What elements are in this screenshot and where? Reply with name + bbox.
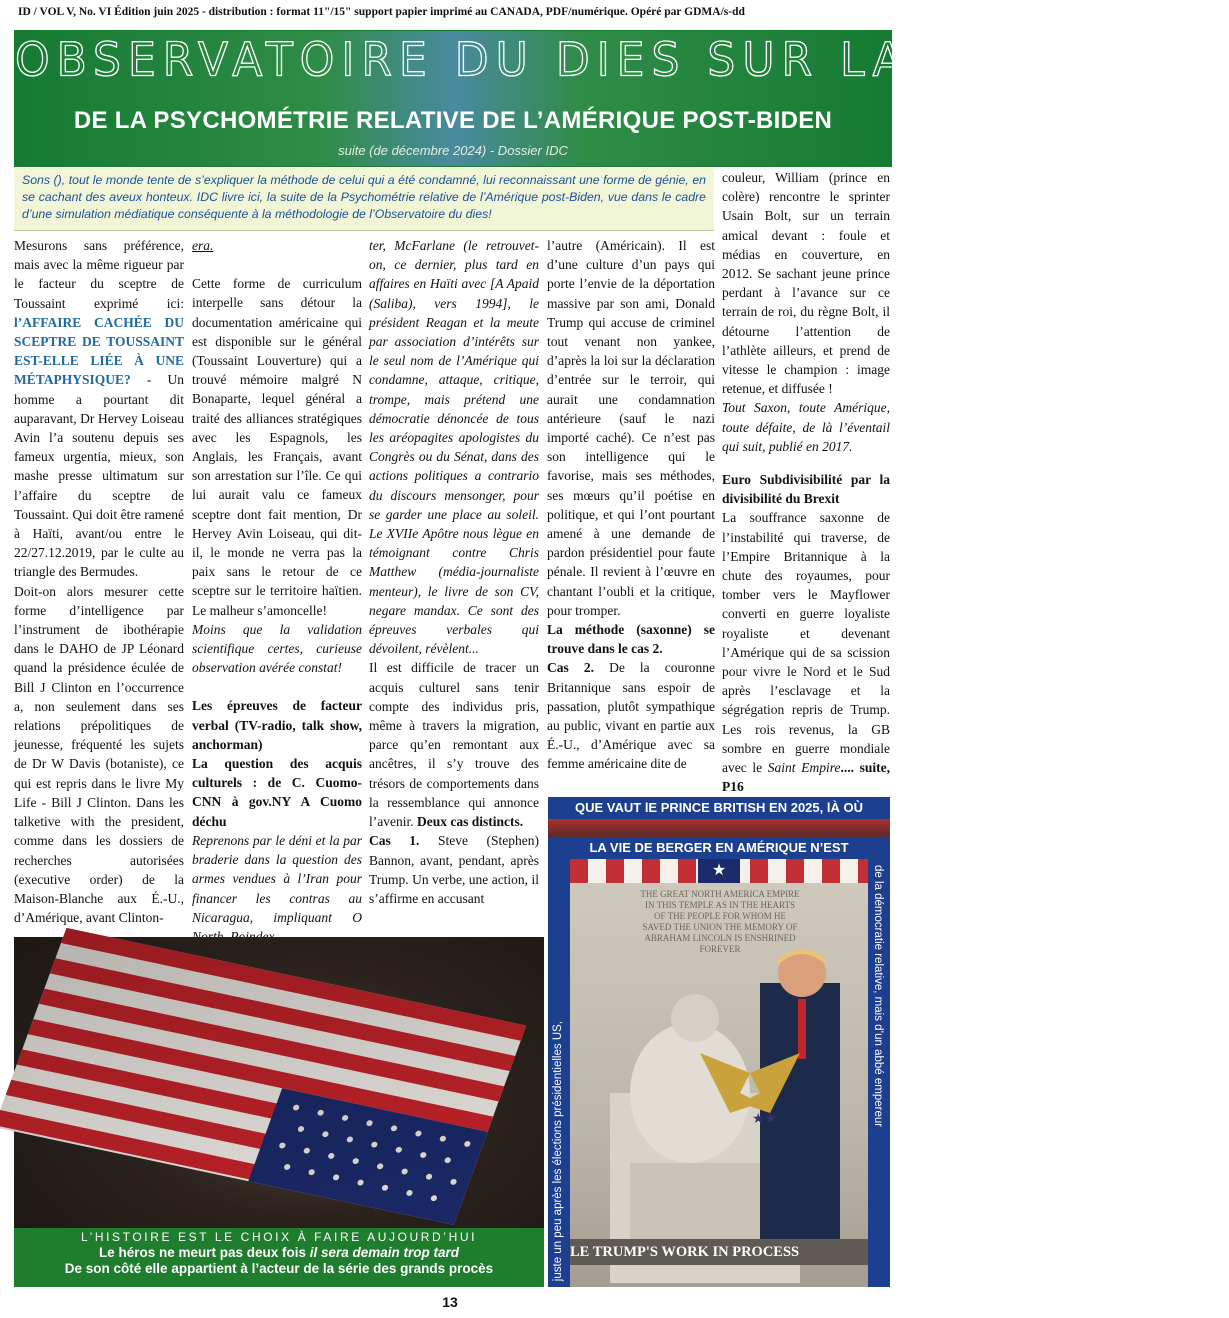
col3-paragraph-1: ter, McFarlane (le retrouvet-on, ce dernier, plus tard en affaires en Haïti avec [A Apaid (Saliba), vers 1994], le président Reagan et la meute par association d’intérêts sur le seul nom de l’Amérique qui condamne, attaque, critique, trompe, mais prétend une démocratie dénoncée de tous les aréopagites apologistes du Congrès ou du Sénat, dans des actions politiques a contrario du discours mensonger, pour se garder une place au soleil. Le XVIIe Apôtre nous lègue en témoignant contre Chris Matthew (média-journaliste menteur), le livre de son CV, negare mandax. Ce sont des épreuves verbales qui dévoilent, révèlent... xyxy=(369,238,539,657)
collage-bottom-label: LE TRUMP'S WORK IN PROCESS xyxy=(570,1239,868,1265)
statue-illustration xyxy=(570,943,868,1287)
col4-case-text: De la couronne Britannique sans espoir de passation, plutôt sympathique au public, vivant en partie aux É.-U., d’Amérique avec sa femme américaine dite de xyxy=(547,660,715,772)
article-column-2 xyxy=(192,236,362,946)
memorial-scene xyxy=(570,883,868,1287)
col5-heading: Euro Subdivisibilité par la divisibilité du Brexit xyxy=(722,472,890,507)
col2-heading-1: Les épreuves de facteur verbal (TV-radio, talk show, anchorman) xyxy=(192,698,362,752)
caption-line-2a: Le héros ne meurt pas deux fois xyxy=(98,1245,310,1260)
side-bar-left xyxy=(548,859,570,1287)
caption-line-2b: il sera demain trop tard xyxy=(309,1245,460,1260)
side-text-right: de la démocratie relative, mais d’un abbé empereur xyxy=(872,865,884,1128)
col5-text-b: Saint Empire xyxy=(767,760,841,776)
photo-caption xyxy=(14,1228,544,1287)
col4-case-label: Cas 2. xyxy=(547,660,610,676)
side-bar-right xyxy=(868,859,890,1287)
col2-paragraph-3: Reprenons par le déni et la par braderie dans la question des armes vendues à l’Iran pour financer les contras au Nicaragua, impliquant O xyxy=(192,832,362,925)
edition-line: ID / VOL V, No. VI Édition juin 2025 - distribution : format 11"/15" support papier imprimé au CANADA, PDF/numérique. Opéré par GDMA/s-dd xyxy=(18,6,745,18)
col3-text-a: Il est difficile de tracer un acquis culturel sans tenir compte des individus pris, même à travers la migration, parce qu’en remontant aux ancêtres, il s’y trouve des trésors de comportements dans la ressemblance qui annonce l’avenir. xyxy=(369,660,539,830)
side-text-left: juste un peu après les élections présidentielles US, xyxy=(552,1020,564,1281)
flag-strip xyxy=(548,819,890,837)
star-icon: ★ xyxy=(711,862,727,879)
svg-text:★★: ★★ xyxy=(752,1111,778,1127)
caption-line-3: De son côté elle appartient à l’acteur de la série des grands procès xyxy=(64,1261,494,1276)
collage-image xyxy=(548,797,890,1287)
col5-paragraph-2: Tout Saxon, toute Amérique, toute défaite, de là l’éventail qui suit, publié en 2017. xyxy=(722,400,890,454)
banner-middle: LA VIE DE BERGER EN AMÉRIQUE N’EST xyxy=(548,837,890,859)
series-note: suite (de décembre 2024) - Dossier IDC xyxy=(338,143,568,158)
col5-text-c: .... suite, P16 xyxy=(722,760,891,795)
article-column-1 xyxy=(14,236,184,927)
col1-text-c: - Un homme a pourtant dit auparavant, Dr Hervey Loiseau Avin l’a soutenu depuis ses fameux urgentia, mieux, son mashe presse ultimatum sur l’affaire du sceptre de Toussaint. Qui doit être ramené à Haïti, avant/ou entre le 22/27.12.2019, par le culte au triangle des Bermudes. xyxy=(14,372,184,580)
col4-heading: La méthode (saxonne) se trouve dans le cas 2. xyxy=(547,622,715,657)
col3-case-text: Steve (Stephen) Bannon, avant, pendant, après Trump. Un verbe, une action, il s’affirme en accusant xyxy=(369,833,539,906)
masthead-title: OBSERVATOIRE DU DIES SUR LA GEOCYBER xyxy=(15,33,1229,88)
col1-paragraph-2: Doit-on alors mesurer cette forme d’intelligence par l’instrument de ibothérapie dans le DAHO de JP Léonard quand la présidence éculée de Bill J Clinton en l’occurrence a, non seulement dans ses relations prépolitiques de jeunesse, fréquenté les sujets de Dr W Davis (botaniste), ce qui est repris dans le livre My Life - Bill J Clinton. Dans les talketive with the president, comme dans les dossiers de recherches autorisées (executive order) de la Maison-Blanche aux É.-U., d’Amérique, avant Clinton- xyxy=(14,583,184,926)
intro-text: Sons (), tout le monde tente de s’expliquer la méthode de celui qui a été condamné, lui reconnaissant une forme de génie, en se cachant des aveux honteux. IDC livre ici, la suite de la Psychométrie relative de l’Amérique post-Biden, vue dans le cadre d’une simulation médiatique conséquente à la méthodologie de l’Observatoire du dies! xyxy=(22,173,706,221)
article-column-4 xyxy=(547,236,715,774)
col2-paragraph-2: Moins que la validation scientifique certes, curieuse observation avérée constat! xyxy=(192,621,362,676)
col3-case-label: Cas 1. xyxy=(369,833,438,849)
col2-era: era. xyxy=(192,238,214,253)
col1-highlight: l’AFFAIRE CACHÉE DU SCEPTRE DE TOUSSAINT EST-ELLE LIÉE À UNE MÉTAPHYSIQUE? xyxy=(14,314,184,388)
col1-text-a: Mesurons sans préférence, mais avec la même rigueur par le facteur du sceptre de Toussaint exprimé ici: xyxy=(14,238,184,311)
caption-line-1: L’HISTOIRE EST LE CHOIX À FAIRE AUJOURD’HUI xyxy=(80,1230,478,1244)
page-title: DE LA PSYCHOMÉTRIE RELATIVE DE L’AMÉRIQUE POST-BIDEN xyxy=(73,107,833,134)
col3-text-b: Deux cas distincts. xyxy=(416,814,524,830)
intro-box xyxy=(14,168,714,231)
col2-heading-2: La question des acquis culturels : de C. Cuomo-CNN à gov.NY A Cuomo déchu xyxy=(192,756,362,829)
banner-top: QUE VAUT lE PRINCE BRITISH EN 2025, lÀ OÙ xyxy=(548,797,890,819)
col4-paragraph-1: l’autre (Américain). Il est d’une culture d’un pays qui porte l’envie de la déportation massive par son ami, Donald Trump qui accuse de criminel tout venant non yankee, d’après la loi sur la déclaration d’entrée sur le terroir, qui aurait une condamnation antérieure (sauf le nazi importé caché). Ce n’est pas son intelligence qui le favorise, mais ses méthodes, ses mœurs qu’il poétise en politique, et qui l’ont pourtant amené à une demande de pardon présidentiel pour faute pénale. Il revient à l’œuvre en chantant l’oubli et la critique, pour tromper. xyxy=(547,238,715,618)
article-column-5 xyxy=(722,168,890,797)
masthead xyxy=(14,30,1229,167)
page-number: 13 xyxy=(442,1294,458,1310)
memorial-inscription: THE GREAT NORTH AMERICA EMPIRE IN THIS TEMPLE AS IN THE HEARTS OF THE PEOPLE FOR WHOM HE SAVED THE UNION THE MEMORY OF ABRAHAM LINCOLN IS ENSHRINED FOREVER xyxy=(640,889,800,954)
star-box xyxy=(698,859,740,883)
article-column-3 xyxy=(369,236,539,908)
flag-illustration xyxy=(14,937,544,1229)
col5-paragraph-1: couleur, William (prince en colère) rencontre le sprinter Usain Bolt, sur un terrain amical devant : foule et médias en couverture, en 2012. Se sachant jeune prince perdant à l’avance sur ce terrain de roi, du règne Bolt, il détourne l’attention de l’athlète ailleurs, et prend de vitesse le champion : image retenue, et diffusée ! xyxy=(722,170,890,397)
col5-text-a: La souffrance saxonne de l’instabilité qui traverse, de l’Empire Britannique à la chute des royaumes, pour tomber vers le Mayflower converti en guerre loyaliste royaliste et devenant l’Amérique qui de sa scission pour vivre le Nord et le Sud après l’esclavage et la ségrégation repris de Trump. Les rois revenus, la GB sombre en guerre mondiale avec le xyxy=(722,510,890,776)
col2-paragraph-1: Cette forme de curriculum interpelle sans détour la documentation américaine qui est disponible sur le général (Toussaint Louverture) qui a trouvé mémoire malgré N Bonaparte, lequel général a traité des alliances stratégiques avec les Espagnols, les Anglais, les Français, avant son arrestation sur l’île. Ce qui lui aurait valu ce fameux sceptre dont fait mention, Dr Hervey Avin Loiseau, qui dit-il, le monde ne verra pas la paix sans le retour de ce sceptre sur le territoire haïtien. Le malheur s’amoncelle! xyxy=(192,276,362,618)
